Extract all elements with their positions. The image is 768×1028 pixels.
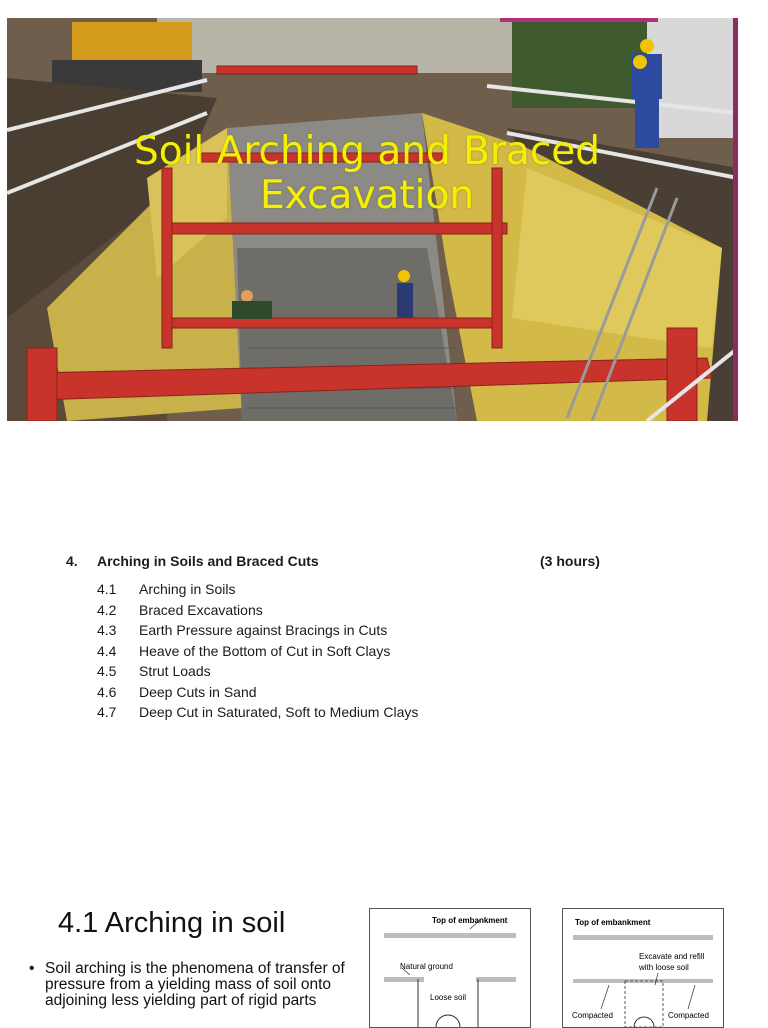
figure-excavate-label: Excavate and refill with loose soil [639, 952, 705, 972]
topic-label: Heave of the Bottom of Cut in Soft Clays [139, 642, 391, 659]
syllabus-chapter-number: 4. [66, 553, 78, 569]
bullet-paragraph [29, 961, 349, 1009]
list-item [97, 702, 626, 723]
excavation-photo [7, 18, 738, 421]
syllabus-header [66, 553, 626, 575]
section-title: 4.1 Arching in soil [58, 907, 286, 939]
cover-accent-edge [733, 18, 738, 421]
list-item [97, 661, 626, 682]
arching-figure-natural [369, 908, 531, 1028]
list-item [97, 579, 626, 600]
syllabus-chapter-title: Arching in Soils and Braced Cuts [97, 553, 319, 569]
topic-number: 4.4 [97, 642, 117, 659]
list-item [97, 641, 626, 662]
topic-label: Braced Excavations [139, 601, 263, 618]
syllabus-hours: (3 hours) [540, 553, 600, 569]
topic-number: 4.2 [97, 601, 117, 618]
figure-top-label: Top of embankment [432, 916, 508, 925]
bullet-text: Soil arching is the phenomena of transfer of pressure from a yielding mass of soil onto adjoining less yielding part of rigid parts [45, 960, 345, 1009]
bullet-dot-icon: • [29, 960, 35, 977]
list-item [97, 682, 626, 703]
figure-compacted-left-label: Compacted [572, 1011, 613, 1020]
topic-number: 4.7 [97, 704, 117, 721]
cover-accent-bar [500, 18, 658, 22]
topic-label: Arching in Soils [139, 581, 236, 598]
arching-figure-refill [562, 908, 724, 1028]
figure-natural-ground-label: Natural ground [400, 962, 453, 971]
topic-label: Deep Cut in Saturated, Soft to Medium Clays [139, 704, 419, 721]
topic-number: 4.1 [97, 581, 117, 598]
syllabus-section [66, 553, 626, 723]
list-item [97, 620, 626, 641]
syllabus-topic-list [97, 579, 626, 723]
figure-loose-soil-label: Loose soil [430, 993, 467, 1002]
topic-label: Deep Cuts in Sand [139, 683, 257, 700]
list-item [97, 600, 626, 621]
topic-label: Earth Pressure against Bracings in Cuts [139, 622, 388, 639]
cover-title: Soil Arching and Braced Excavation [133, 129, 601, 218]
cover-slide [7, 18, 738, 421]
topic-number: 4.6 [97, 683, 117, 700]
figure-top-label: Top of embankment [575, 918, 651, 927]
topic-label: Strut Loads [139, 663, 211, 680]
topic-number: 4.5 [97, 663, 117, 680]
figure-compacted-right-label: Compacted [668, 1011, 709, 1020]
topic-number: 4.3 [97, 622, 117, 639]
